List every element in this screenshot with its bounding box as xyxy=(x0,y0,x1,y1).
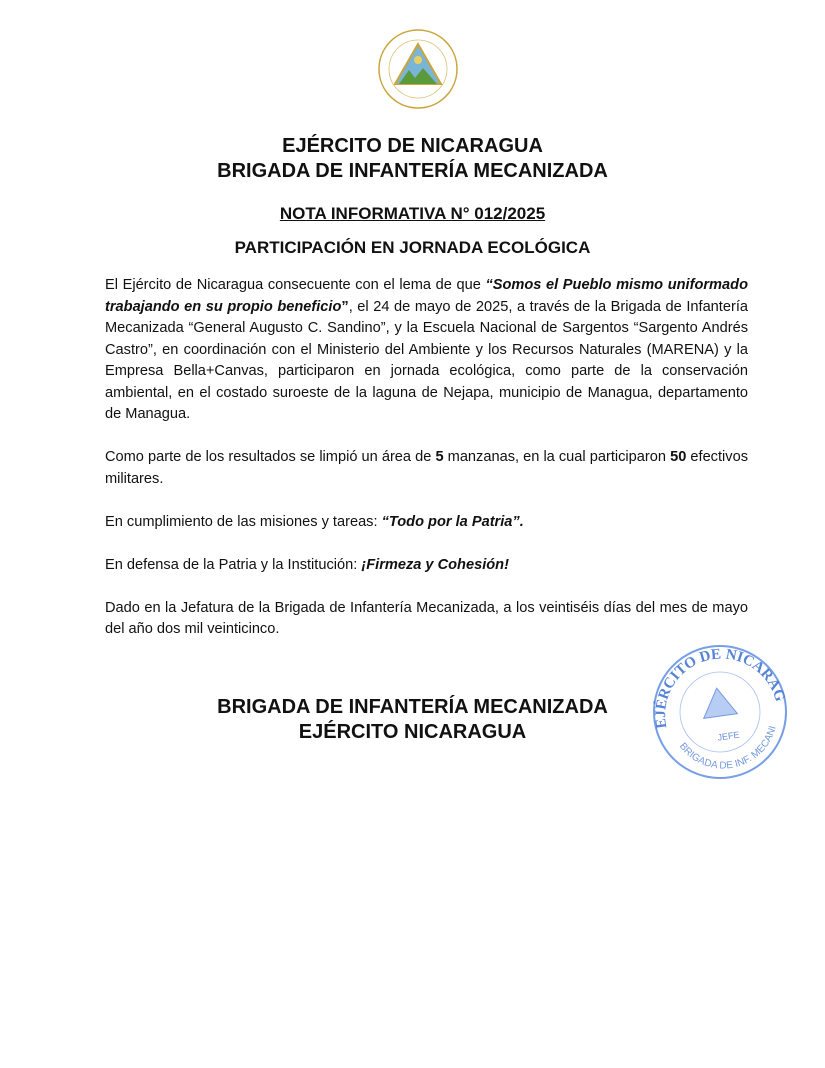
motto: “Somos el Pueblo mismo uniformado trabajando en su propio beneficio xyxy=(105,277,748,315)
text: En defensa de la Patria y la Institución: xyxy=(105,556,362,573)
stamp-bottom-text: BRIGADA DE INF. MECANIZADA xyxy=(676,724,779,772)
footer-line-1: BRIGADA DE INFANTERÍA MECANIZADA xyxy=(217,696,608,718)
stamp-middle-text: JEFE xyxy=(716,729,741,743)
text: efectivos militares. xyxy=(105,449,748,487)
text: El Ejército de Nicaragua consecuente con el lema de que xyxy=(105,277,486,293)
national-emblem-logo xyxy=(377,28,459,110)
paragraph-3 xyxy=(105,512,748,534)
paragraph-1 xyxy=(105,275,748,426)
area-value: 5 xyxy=(435,449,444,465)
header-line-1: EJÉRCITO DE NICARAGUA xyxy=(282,135,543,157)
nota-number: NOTA INFORMATIVA N° 012/2025 xyxy=(279,204,546,223)
text: En cumplimiento de las misiones y tareas: xyxy=(105,513,382,530)
slogan: ¡Firmeza y Cohesión! xyxy=(361,556,509,573)
slogan: “Todo por la Patria”. xyxy=(381,513,524,530)
text: Como parte de los resultados se limpió un área de xyxy=(105,449,436,465)
paragraph-2 xyxy=(105,447,748,490)
text: , el 24 de mayo de 2025, a través de la Brigada de Infantería Mecanizada “General Augusto C. Sandino”, y la Escuela Nacional de Sargentos “Sargento Andrés Castro”, en coordinación con el Ministerio del Ambiente y los Recursos Naturales (MARENA) y la Empresa Bella+Canvas, participaron en jornada ecológica, como parte de la conservación ambiental, en el costado suroeste de la laguna de Nejapa, municipio de Managua, departamento de Managua. xyxy=(105,298,749,422)
quote: ” xyxy=(341,298,349,315)
participants-value: 50 xyxy=(670,449,687,465)
paragraph-5: Dado en la Jefatura de la Brigada de Infantería Mecanizada, a los veintiséis días del mes de mayo del año dos mil veinticinco. xyxy=(105,599,748,637)
official-stamp xyxy=(645,640,795,785)
header-line-2: BRIGADA DE INFANTERÍA MECANIZADA xyxy=(217,160,608,182)
text: manzanas, en la cual participaron xyxy=(443,449,671,465)
stamp-top-text: EJÉRCITO DE NICARAGUA xyxy=(653,646,788,730)
paragraph-4 xyxy=(105,555,748,577)
svg-text:EJÉRCITO DE NICARAGUA xyxy=(645,640,790,731)
document-header xyxy=(0,134,825,184)
document-body xyxy=(105,275,748,662)
document-subtitle: PARTICIPACIÓN EN JORNADA ECOLÓGICA xyxy=(234,238,591,257)
footer-line-2: EJÉRCITO NICARAGUA xyxy=(298,721,527,743)
